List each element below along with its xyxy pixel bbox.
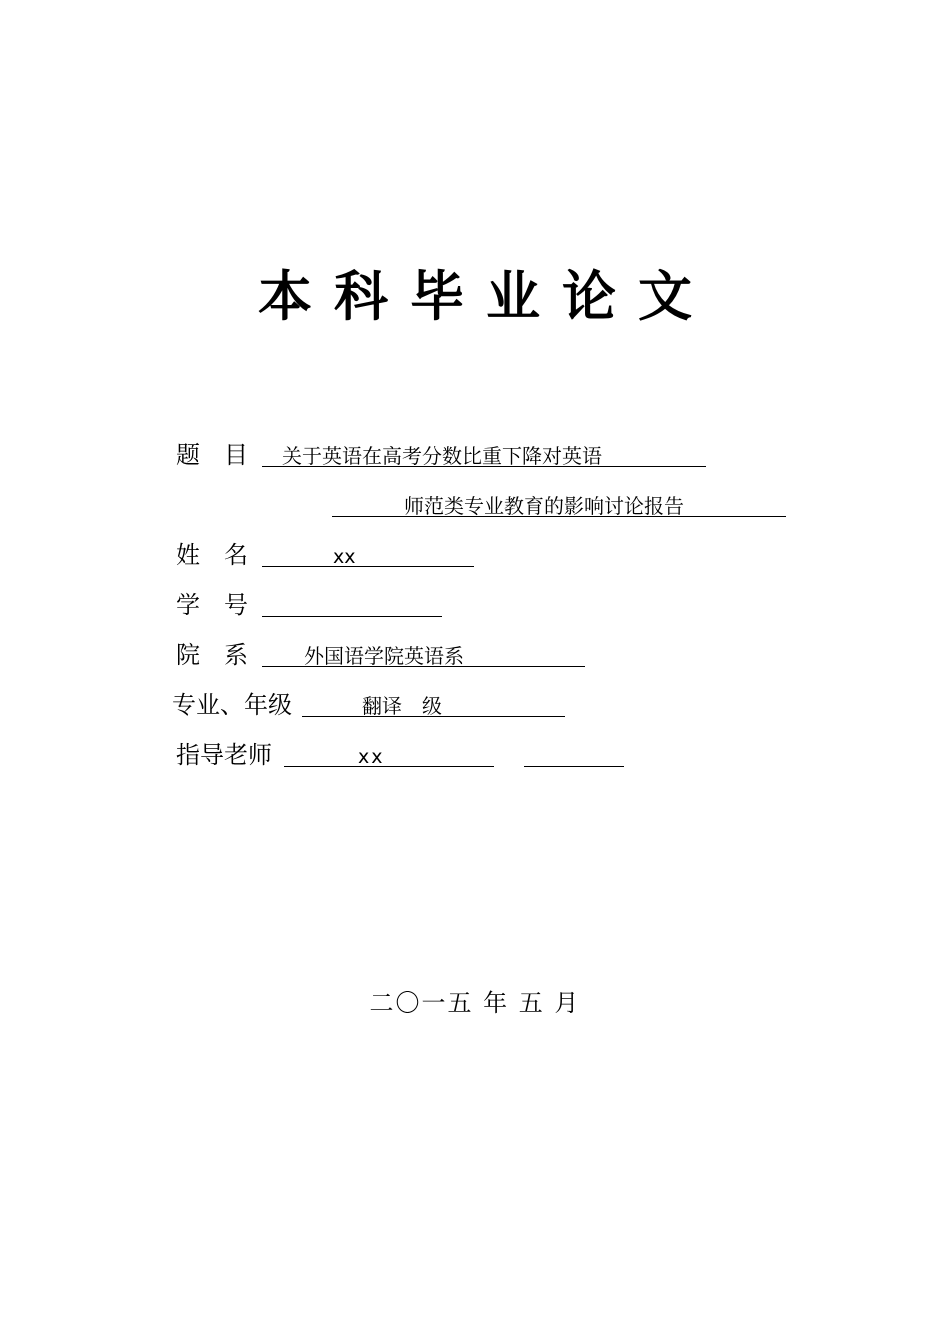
- cover-title: 本科毕业论文: [258, 265, 714, 328]
- advisor-value: xx: [358, 746, 385, 768]
- department-label: 院系: [176, 641, 272, 669]
- topic-label: 题目: [176, 441, 272, 469]
- student-id-label: 学号: [176, 591, 272, 619]
- major-grade-value: 翻译 级: [362, 694, 442, 718]
- name-value: xx: [333, 546, 356, 568]
- cover-date: 二〇一五 年 五 月: [369, 989, 581, 1017]
- name-underline: [262, 566, 474, 567]
- major-grade-label: 专业、年级: [172, 691, 292, 719]
- student-id-underline: [262, 616, 442, 617]
- advisor-underline: [284, 766, 494, 767]
- topic-value-line-1: 关于英语在高考分数比重下降对英语: [282, 444, 602, 468]
- topic-value-line-2: 师范类专业教育的影响讨论报告: [404, 494, 684, 518]
- department-value: 外国语学院英语系: [304, 644, 464, 668]
- advisor-label: 指导老师: [176, 741, 272, 769]
- name-label: 姓名: [176, 541, 272, 569]
- advisor-extra-underline: [524, 766, 624, 767]
